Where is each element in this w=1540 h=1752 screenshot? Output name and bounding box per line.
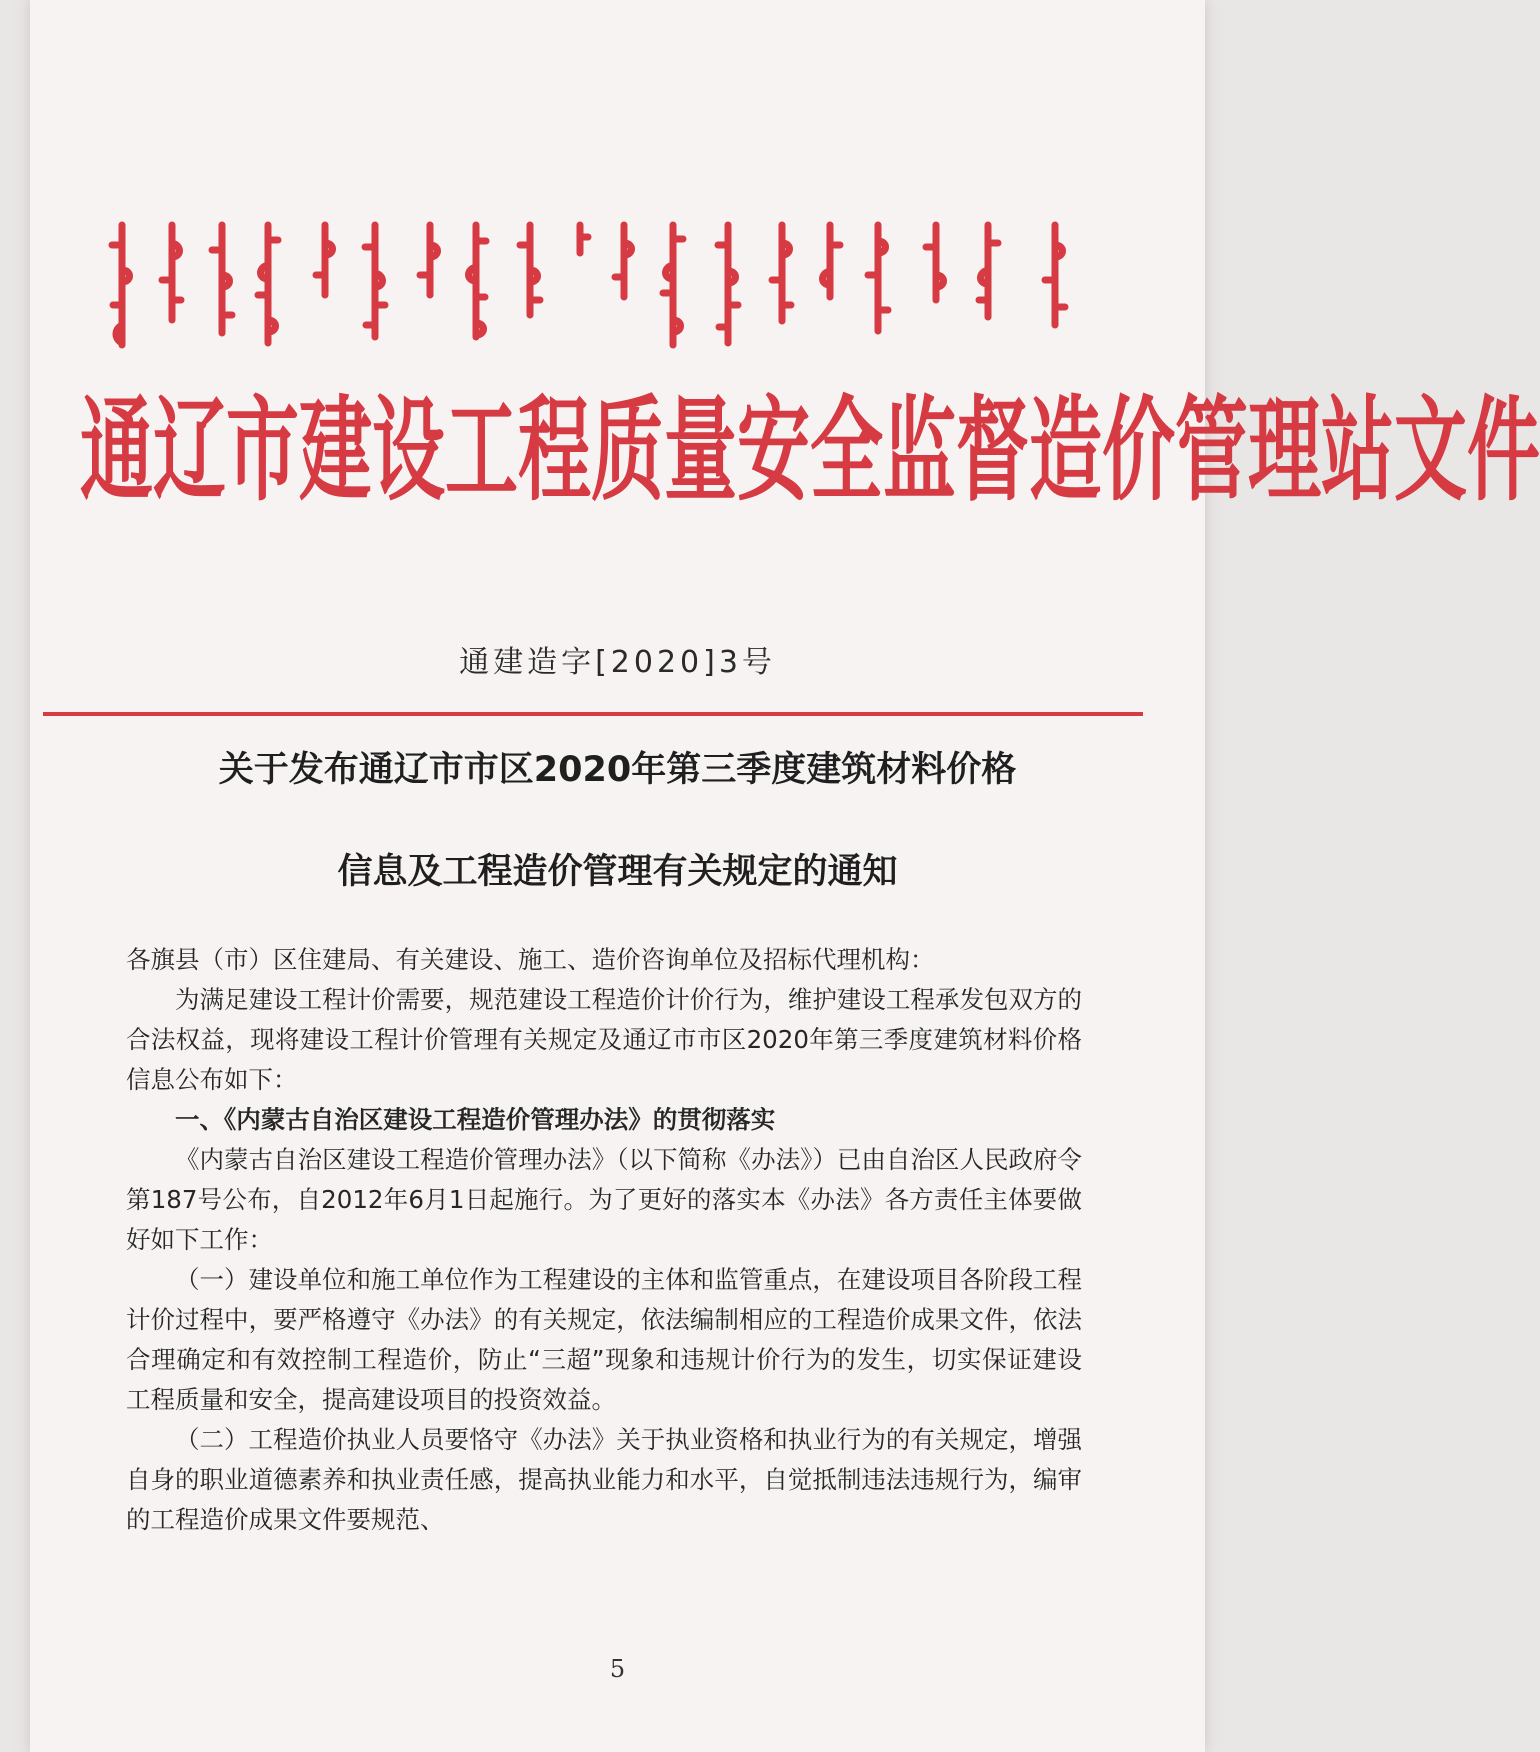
paragraph-regulation: 《内蒙古自治区建设工程造价管理办法》（以下简称《办法》）已由自治区人民政府令第187号公布，自2012年6月1日起施行。为了更好的落实本《办法》各方责任主体要做好如下工作： <box>126 1145 1082 1254</box>
paragraph-item-2: （二）工程造价执业人员要恪守《办法》关于执业资格和执业行为的有关规定，增强自身的职业道德素养和执业责任感，提高执业能力和水平，自觉抵制违法违规行为，编审的工程造价成果文件要规范、 <box>126 1425 1082 1534</box>
paragraph-item-1: （一）建设单位和施工单位作为工程建设的主体和监管重点，在建设项目各阶段工程计价过程中，要严格遵守《办法》的有关规定，依法编制相应的工程造价成果文件，依法合理确定和有效控制工程造价，防止“三超”现象和违规计价行为的发生，切实保证建设工程质量和安全，提高建设项目的投资效益。 <box>126 1265 1082 1414</box>
red-divider <box>43 712 1143 716</box>
section-heading-1: 一、《内蒙古自治区建设工程造价管理办法》的贯彻落实 <box>175 1105 776 1134</box>
paragraph-intro: 为满足建设工程计价需要，规范建设工程造价计价行为，维护建设工程承发包双方的合法权益，现将建设工程计价管理有关规定及通辽市市区2020年第三季度建筑材料价格信息公布如下： <box>126 985 1082 1094</box>
notice-title-line-1: 关于发布通辽市市区2020年第三季度建筑材料价格 <box>218 750 1017 790</box>
document-number: 通建造字[2020]3号 <box>459 645 776 680</box>
document-page <box>30 0 1540 1752</box>
page-number: 5 <box>609 1655 626 1683</box>
document-body <box>126 940 1082 1540</box>
mongolian-script-graphic <box>110 225 1130 360</box>
notice-title-line-2: 信息及工程造价管理有关规定的通知 <box>337 852 898 892</box>
issuing-authority-title: 通辽市建设工程质量安全监督造价管理站文件 <box>80 385 1540 518</box>
mongolian-script-header <box>110 225 1130 360</box>
salutation: 各旗县（市）区住建局、有关建设、施工、造价咨询单位及招标代理机构： <box>126 945 935 974</box>
